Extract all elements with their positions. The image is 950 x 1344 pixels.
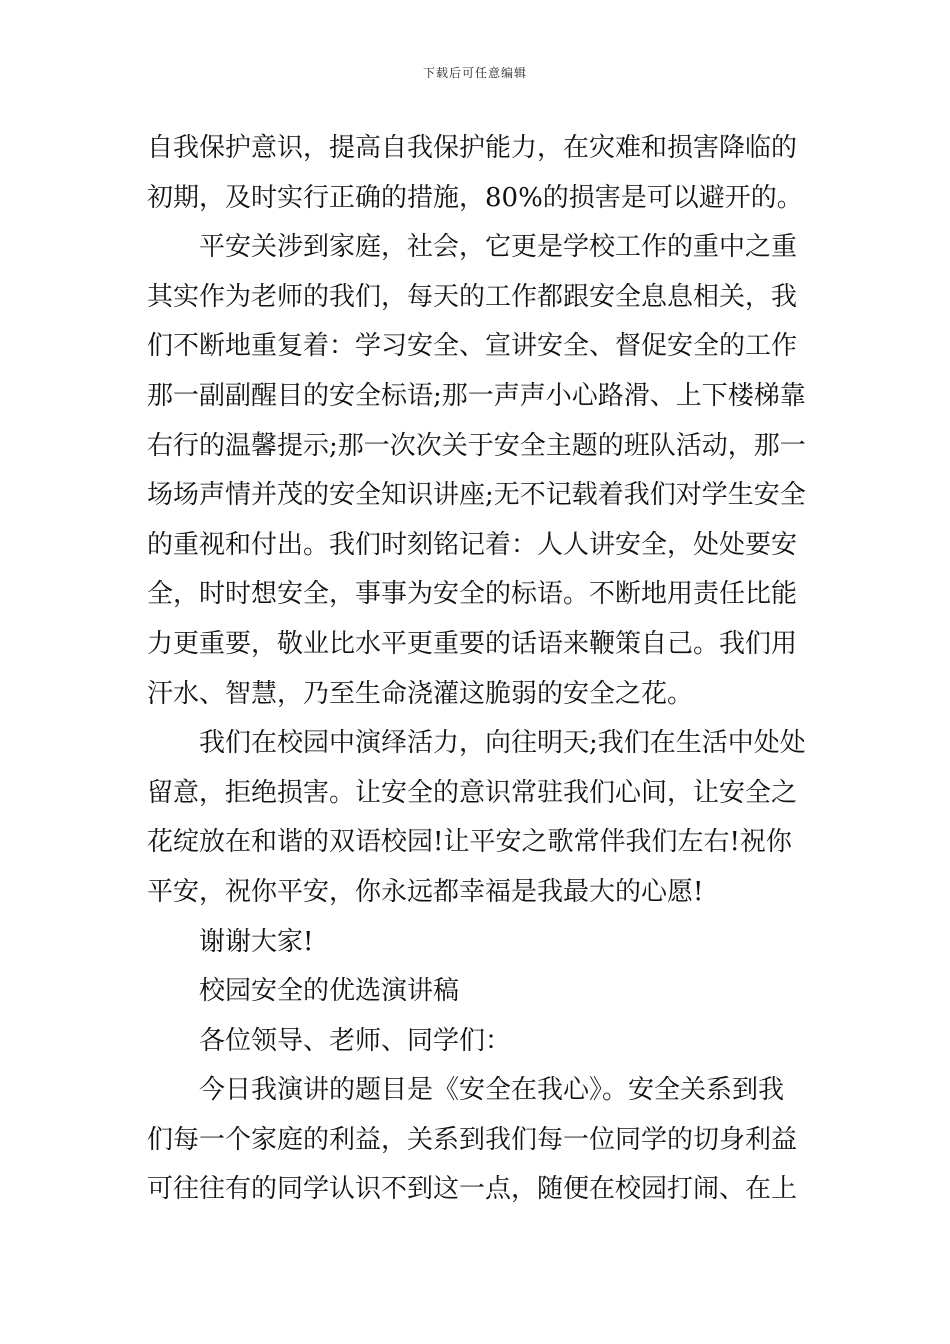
text-line: 校园安全的优选演讲稿 [199,976,460,1007]
text-line: 可往往有的同学认识不到这一点，随便在校园打闹、在上 [147,1174,798,1205]
text-line: 初期，及时实行正确的措施，80%的损害是可以避开的。 [147,182,803,213]
text-line: 的重视和付出。我们时刻铭记着：人人讲安全，处处要安 [147,529,798,560]
text-line: 各位领导、老师、同学们： [199,1025,512,1056]
text-line: 其实作为老师的我们，每天的工作都跟安全息息相关，我 [147,281,798,312]
text-line: 那一副副醒目的安全标语;那一声声小心路滑、上下楼梯靠 [147,380,806,411]
text-line: 平安，祝你平安，你永远都幸福是我最大的心愿! [147,876,704,907]
document-body [147,124,807,1215]
text-line: 留意，拒绝损害。让安全的意识常驻我们心间，让安全之 [147,777,798,808]
text-line: 们不断地重复着：学习安全、宣讲安全、督促安全的工作 [147,331,798,362]
text-line: 们每一个家庭的利益，关系到我们每一位同学的切身利益 [147,1124,798,1155]
text-line: 右行的温馨提示;那一次次关于安全主题的班队活动，那一 [147,430,806,461]
text-line: 平安关涉到家庭，社会，它更是学校工作的重中之重 [199,232,798,263]
text-line: 今日我演讲的题目是《安全在我心》。安全关系到我 [199,1075,785,1106]
text-line: 我们在校园中演绎活力，向往明天;我们在生活中处处 [199,728,806,759]
page-header: 下载后可任意编辑 [422,66,527,80]
text-line: 花绽放在和谐的双语校园!让平安之歌常伴我们左右!祝你 [147,827,792,858]
text-line: 谢谢大家! [199,926,314,957]
text-line: 力更重要，敬业比水平更重要的话语来鞭策自己。我们用 [147,628,798,659]
text-line: 汗水、智慧，乃至生命浇灌这脆弱的安全之花。 [147,678,694,709]
text-line: 场场声情并茂的安全知识讲座;无不记载着我们对学生安全 [147,480,806,511]
text-line: 全，时时想安全，事事为安全的标语。不断地用责任比能 [147,579,798,610]
text-line: 自我保护意识，提高自我保护能力，在灾难和损害降临的 [147,133,798,163]
